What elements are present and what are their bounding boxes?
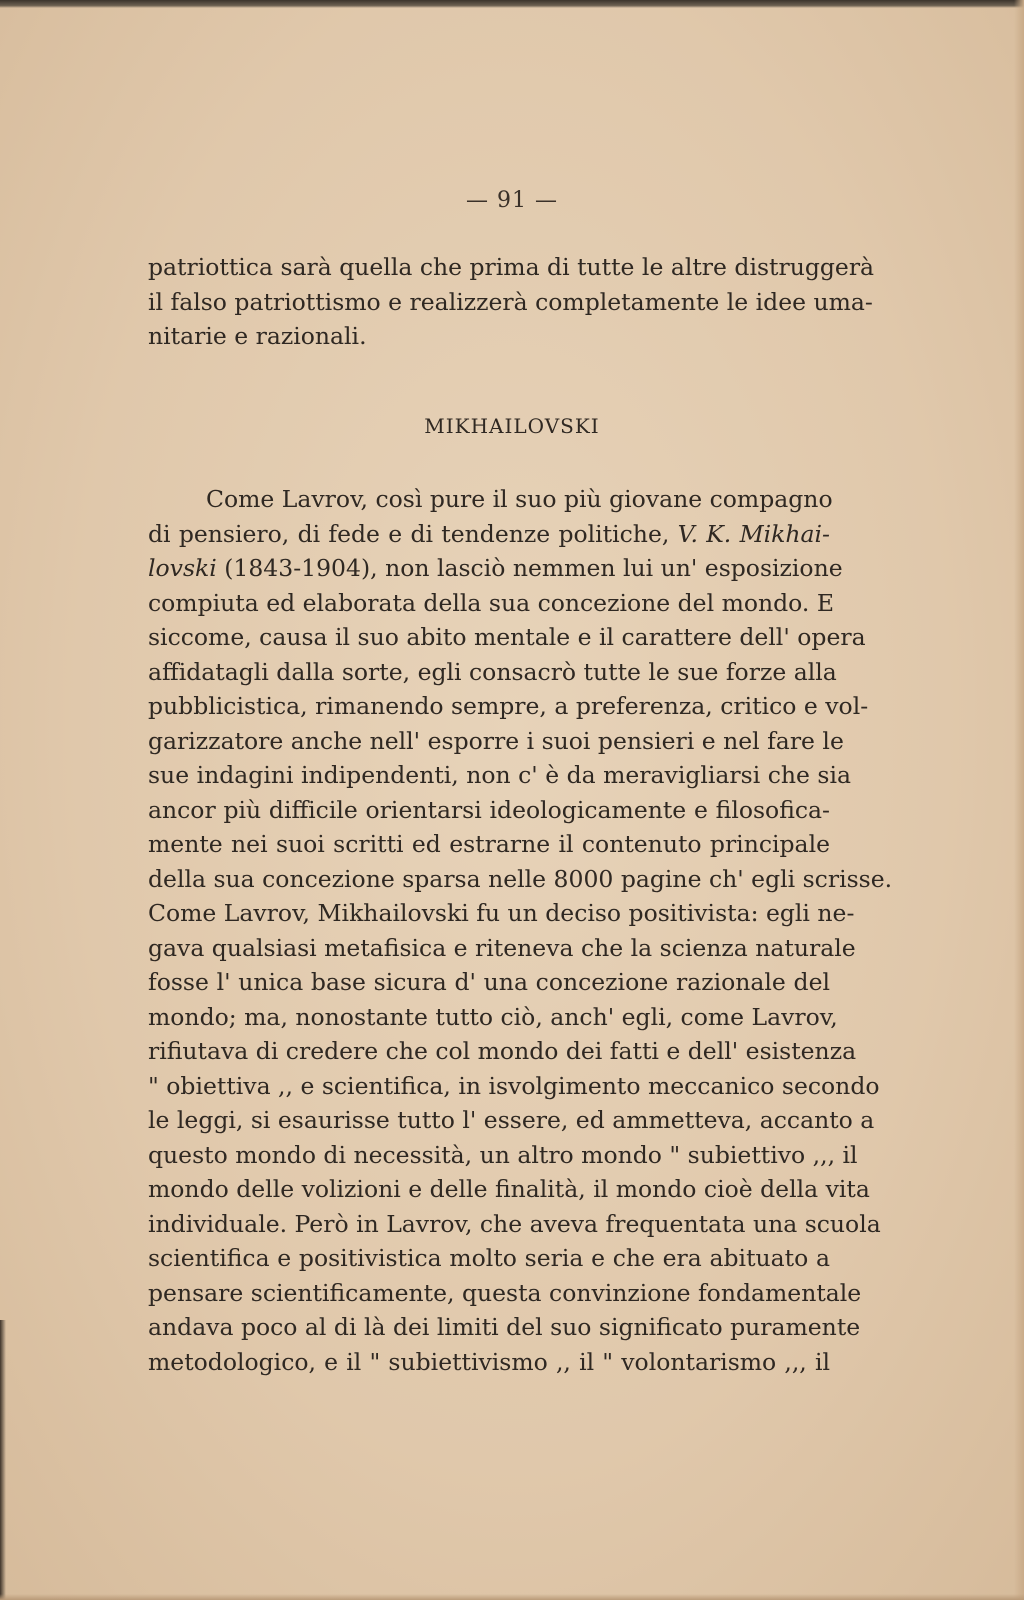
- text-line: questo mondo di necessità, un altro mondo " subiettivo ,,, il: [148, 1140, 858, 1169]
- page-left-edge-shadow: [0, 1320, 6, 1600]
- italic-name: lovski: [148, 554, 217, 582]
- page-top-edge-shadow: [0, 0, 1024, 8]
- text-line: Come Lavrov, Mikhailovski fu un deciso positivista: egli ne-: [148, 899, 855, 927]
- text-line: mente nei suoi scritti ed estrarne il contenuto principale: [148, 830, 830, 858]
- text-line: pensare scientificamente, questa convinzione fondamentale: [148, 1278, 862, 1307]
- italic-name: V. K. Mikhai-: [677, 519, 830, 548]
- page-right-edge-shadow: [1014, 0, 1024, 1600]
- text-line: Come Lavrov, così pure il suo più giovane compagno: [206, 485, 833, 513]
- text-line: " obiettiva ,, e scientifica, in isvolgimento meccanico secondo: [148, 1071, 880, 1100]
- text-line: mondo delle volizioni e delle finalità, il mondo cioè della vita: [148, 1175, 870, 1203]
- text-line: lovski (1843-1904), non lasciò nemmen lui un' esposizione: [148, 554, 843, 582]
- text-line: affidatagli dalla sorte, egli consacrò tutte le sue forze alla: [148, 657, 837, 686]
- text-line: mondo; ma, nonostante tutto ciò, anch' egli, come Lavrov,: [148, 1002, 838, 1031]
- text-line: le leggi, si esaurisse tutto l' essere, ed ammetteva, accanto a: [148, 1106, 875, 1134]
- text-line: il falso patriottismo e realizzerà completamente le idee uma-: [148, 287, 873, 316]
- intro-paragraph: [148, 250, 875, 354]
- text-line: rifiutava di credere che col mondo dei fatti e dell' esistenza: [148, 1037, 857, 1065]
- text-line: sue indagini indipendenti, non c' è da meravigliarsi che sia: [148, 761, 851, 789]
- text-line: ancor più difficile orientarsi ideologicamente e filosofica-: [148, 795, 830, 824]
- text-line: fosse l' unica base sicura d' una concezione razionale del: [148, 968, 830, 996]
- text-line: della sua concezione sparsa nelle 8000 pagine ch' egli scrisse.: [148, 864, 893, 893]
- text-line-with-italic: [148, 551, 843, 586]
- text-line: metodologico, e il " subiettivismo ,, il " volontarismo ,,, il: [148, 1347, 830, 1376]
- text-line: nitarie e razionali.: [148, 322, 367, 350]
- body-paragraph: [148, 482, 893, 1379]
- text-line: gava qualsiasi metafisica e riteneva che la scienza naturale: [148, 933, 856, 962]
- text-line: pubblicistica, rimanendo sempre, a preferenza, critico e vol-: [148, 692, 869, 720]
- text-line: patriottica sarà quella che prima di tutte le altre distruggerà: [148, 253, 875, 281]
- text-line: siccome, causa il suo abito mentale e il carattere dell' opera: [148, 623, 866, 651]
- section-heading: MIKHAILOVSKI: [424, 414, 600, 438]
- text-line: individuale. Però in Lavrov, che aveva frequentata una scuola: [148, 1209, 881, 1238]
- page-number: — 91 —: [466, 188, 558, 213]
- text-line: garizzatore anche nell' esporre i suoi pensieri e nel fare le: [148, 726, 844, 755]
- text-line-with-italic: [148, 517, 830, 552]
- text-line: compiuta ed elaborata della sua concezione del mondo. E: [148, 588, 835, 617]
- page-bottom-edge-shadow: [0, 1594, 1024, 1600]
- text-line: di pensiero, di fede e di tendenze politiche, V. K. Mikhai-: [148, 519, 830, 548]
- text-line: andava poco al di là dei limiti del suo significato puramente: [148, 1313, 861, 1341]
- text-line: scientifica e positivistica molto seria e che era abituato a: [148, 1244, 830, 1272]
